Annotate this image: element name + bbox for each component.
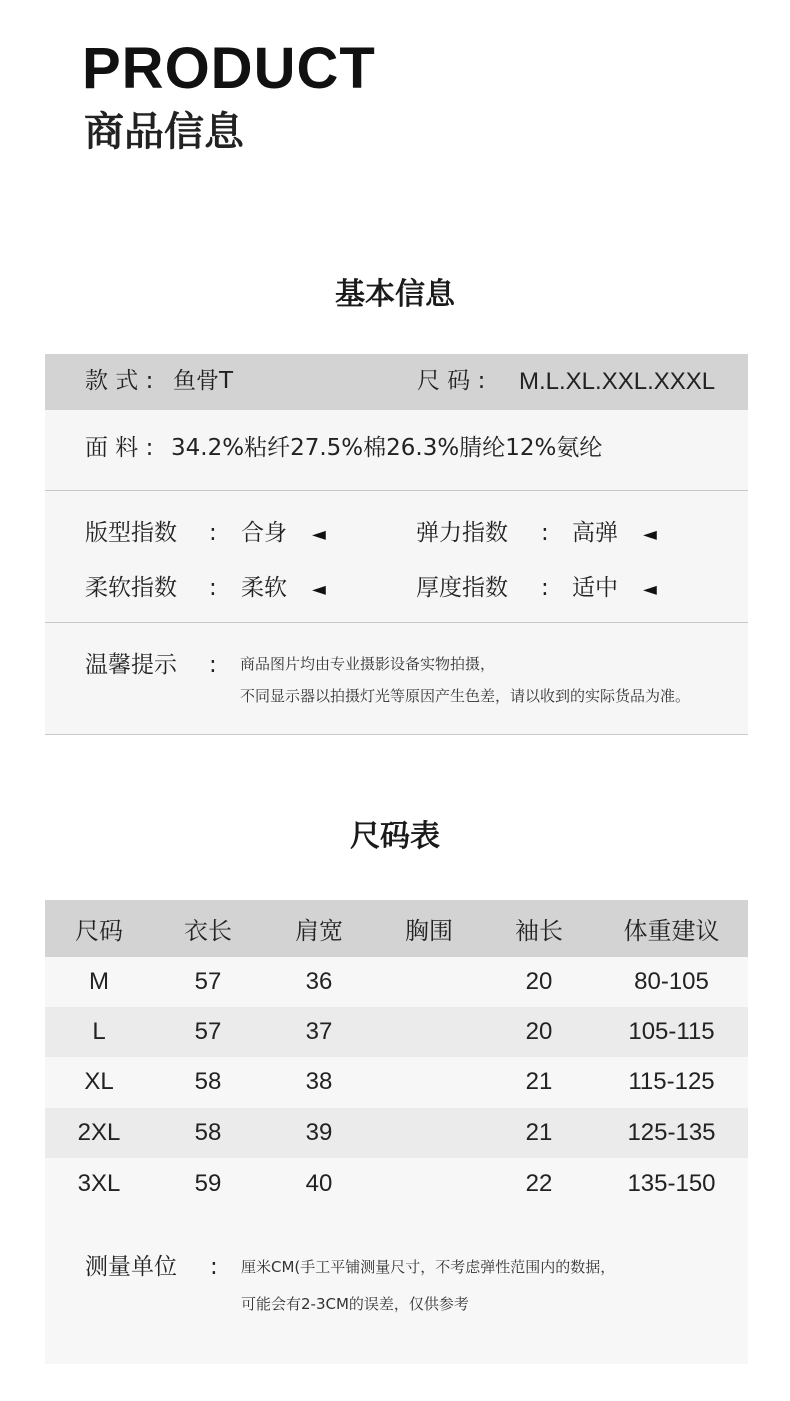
thickness-index-marker-icon: ◄ [643,579,657,600]
header-sleeve: 袖长 [515,917,563,945]
softness-index-colon: : [209,575,217,601]
unit-label: 测量单位 [85,1254,177,1280]
softness-index-value: 柔软 [241,575,287,601]
cell-weight: 105-115 [628,1018,715,1045]
cell-length: 58 [194,1068,222,1095]
cell-weight: 115-125 [628,1068,715,1095]
unit-line-2: 可能会有2-3CM的误差，仅供参考 [241,1295,469,1313]
unit-line-1: 厘米CM(手工平铺测量尺寸，不考虑弹性范围内的数据， [241,1258,616,1276]
table-row [45,1007,748,1057]
cell-shoulder: 39 [305,1119,333,1146]
header-length: 衣长 [184,917,232,945]
fit-index-colon: : [209,520,217,546]
cell-sleeve: 21 [525,1068,553,1095]
table-row [45,1108,748,1158]
cell-length: 57 [194,968,222,995]
size-chart-panel [45,900,748,1364]
elastic-index-value: 高弹 [572,520,618,546]
fabric-label: 面 料 : [85,435,154,461]
thickness-index-colon: : [541,575,549,601]
fit-index-label: 版型指数 [85,520,177,546]
tip-line-1: 商品图片均由专业摄影设备实物拍摄， [240,655,496,673]
style-size-row [45,354,748,410]
basic-info-title: 基本信息 [335,277,455,312]
size-value: M.L.XL.XXL.XXXL [519,368,716,395]
header-size: 尺码 [75,917,123,945]
cell-size: 3XL [77,1170,121,1197]
style-label: 款 式 : [85,368,154,394]
cell-length: 58 [194,1119,222,1146]
size-table-header [45,900,748,957]
cell-shoulder: 40 [305,1170,333,1197]
cell-length: 59 [194,1170,222,1197]
thickness-index-value: 适中 [572,575,618,601]
size-chart-title: 尺码表 [350,819,440,854]
table-row [45,1159,748,1209]
cell-sleeve: 21 [525,1119,553,1146]
cell-sleeve: 20 [525,1018,553,1045]
cell-sleeve: 22 [525,1170,553,1197]
fit-index-marker-icon: ◄ [312,524,326,545]
tip-colon: : [209,652,217,678]
cell-shoulder: 36 [305,968,333,995]
fit-index-value: 合身 [241,520,287,546]
cell-size: M [89,968,109,995]
header-weight: 体重建议 [623,917,720,945]
header-chest: 胸围 [405,917,453,945]
divider [45,622,748,623]
header-title-en: PRODUCT [82,36,376,101]
cell-shoulder: 37 [305,1018,333,1045]
header-title-cn: 商品信息 [84,109,244,155]
cell-size: XL [84,1068,114,1095]
cell-size: 2XL [77,1119,121,1146]
elastic-index-colon: : [541,520,549,546]
cell-length: 57 [194,1018,222,1045]
thickness-index-label: 厚度指数 [416,575,508,601]
unit-colon: : [210,1254,218,1280]
header-shoulder: 肩宽 [295,917,343,945]
table-row [45,1057,748,1107]
size-label: 尺 码 : [417,368,486,394]
cell-sleeve: 20 [525,968,553,995]
tip-line-2: 不同显示器以拍摄灯光等原因产生色差，请以收到的实际货品为准。 [240,687,691,705]
basic-info-panel [45,354,748,735]
table-row [45,957,748,1007]
softness-index-label: 柔软指数 [85,575,177,601]
softness-index-marker-icon: ◄ [312,579,326,600]
cell-shoulder: 38 [305,1068,333,1095]
cell-weight: 80-105 [634,968,709,995]
fabric-value: 34.2%粘纤27.5%棉26.3%腈纶12%氨纶 [171,435,603,461]
cell-size: L [92,1018,106,1045]
cell-weight: 135-150 [627,1170,716,1197]
elastic-index-marker-icon: ◄ [643,524,657,545]
tip-label: 温馨提示 [85,652,177,678]
elastic-index-label: 弹力指数 [416,520,508,546]
divider [45,490,748,491]
cell-weight: 125-135 [627,1119,716,1146]
style-value: 鱼骨T [173,368,234,394]
